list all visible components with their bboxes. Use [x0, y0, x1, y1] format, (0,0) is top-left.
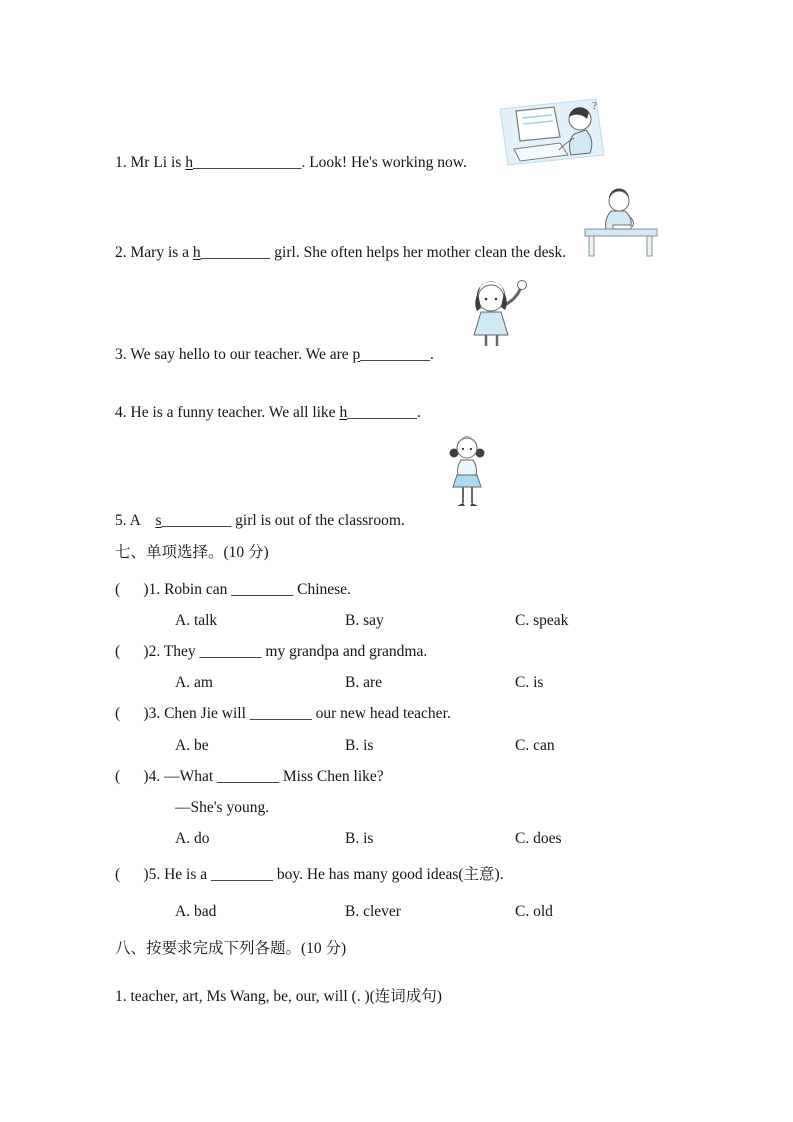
- choice-1-option-a: A. talk: [175, 612, 218, 629]
- choice-4-option-c: C. does: [515, 830, 562, 847]
- fill-item-4-prefix: 4. He is a funny teacher. We all like: [115, 404, 340, 421]
- fill-item-2-suffix: girl. She often helps her mother clean the desk.: [270, 244, 567, 261]
- choice-4-option-a: A. do: [175, 830, 210, 847]
- fill-item-3-suffix: .: [430, 346, 434, 363]
- fill-item-4-blank: _________: [347, 404, 417, 421]
- choice-question-4-options: [175, 830, 562, 848]
- shy-girl-standing-illustration: [443, 432, 493, 518]
- fill-item-5: [115, 512, 405, 530]
- choice-3-option-a: A. be: [175, 737, 209, 754]
- svg-text:?: ?: [592, 100, 597, 112]
- man-working-on-laptop-illustration: [494, 97, 608, 170]
- fill-item-1: [115, 154, 467, 172]
- choice-1-option-c: C. speak: [515, 612, 569, 629]
- choice-question-2-stem: ( )2. They ________ my grandpa and grandma.: [115, 643, 428, 660]
- choice-question-5-options: [175, 903, 553, 921]
- choice-2-option-a: A. am: [175, 674, 213, 691]
- choice-question-2-options: [175, 674, 543, 692]
- fill-item-5-suffix: girl is out of the classroom.: [231, 512, 405, 529]
- fill-item-2-letter: h: [192, 244, 201, 261]
- section-8-item-1: 1. teacher, art, Ms Wang, be, our, will (. )(连词成句): [115, 988, 442, 1005]
- fill-item-2: [115, 244, 566, 262]
- choice-question-1-stem: ( )1. Robin can ________ Chinese.: [115, 581, 351, 598]
- choice-question-3-stem: ( )3. Chen Jie will ________ our new head teacher.: [115, 705, 451, 722]
- fill-item-3-prefix: 3. We say hello to our teacher. We are: [115, 346, 353, 363]
- fill-item-2-prefix: 2. Mary is a: [115, 244, 193, 261]
- choice-5-option-b: B. clever: [345, 903, 401, 920]
- fill-item-1-prefix: 1. Mr Li is: [115, 154, 186, 171]
- choice-4-option-b: B. is: [345, 830, 374, 847]
- fill-item-5-letter: s: [155, 512, 162, 529]
- fill-item-5-prefix: 5. A: [115, 512, 156, 529]
- fill-item-1-blank: ______________: [192, 154, 302, 171]
- choice-5-option-c: C. old: [515, 903, 553, 920]
- section-8-header: 八、按要求完成下列各题。(10 分): [115, 940, 347, 957]
- choice-5-option-a: A. bad: [175, 903, 217, 920]
- girl-waving-hello-illustration: [455, 272, 535, 352]
- fill-item-3-letter: p: [352, 346, 361, 363]
- choice-question-5-stem: ( )5. He is a ________ boy. He has many good ideas(主意).: [115, 866, 504, 883]
- fill-item-3-blank: _________: [360, 346, 431, 363]
- fill-item-1-letter: h: [185, 154, 193, 171]
- fill-item-4-suffix: .: [416, 404, 421, 421]
- choice-question-4-stem: ( )4. —What ________ Miss Chen like?: [115, 768, 384, 785]
- fill-item-5-blank: _________: [161, 512, 232, 529]
- choice-3-option-b: B. is: [345, 737, 374, 754]
- choice-1-option-b: B. say: [345, 612, 384, 629]
- fill-item-3: [115, 346, 434, 364]
- choice-2-option-c: C. is: [515, 674, 544, 691]
- choice-question-1-options: [175, 612, 568, 630]
- boy-writing-at-desk-illustration: [583, 185, 661, 258]
- section-7-header: 七、单项选择。(10 分): [115, 544, 269, 561]
- fill-item-4-letter: h: [339, 404, 348, 421]
- fill-item-1-suffix: . Look! He's working now.: [301, 154, 467, 171]
- choice-2-option-b: B. are: [345, 674, 383, 691]
- choice-question-4-answer-line: —She's young.: [175, 799, 270, 816]
- choice-question-3-options: [175, 737, 555, 755]
- fill-item-2-blank: _________: [200, 244, 271, 261]
- fill-item-4: [115, 404, 421, 422]
- choice-3-option-c: C. can: [515, 737, 555, 754]
